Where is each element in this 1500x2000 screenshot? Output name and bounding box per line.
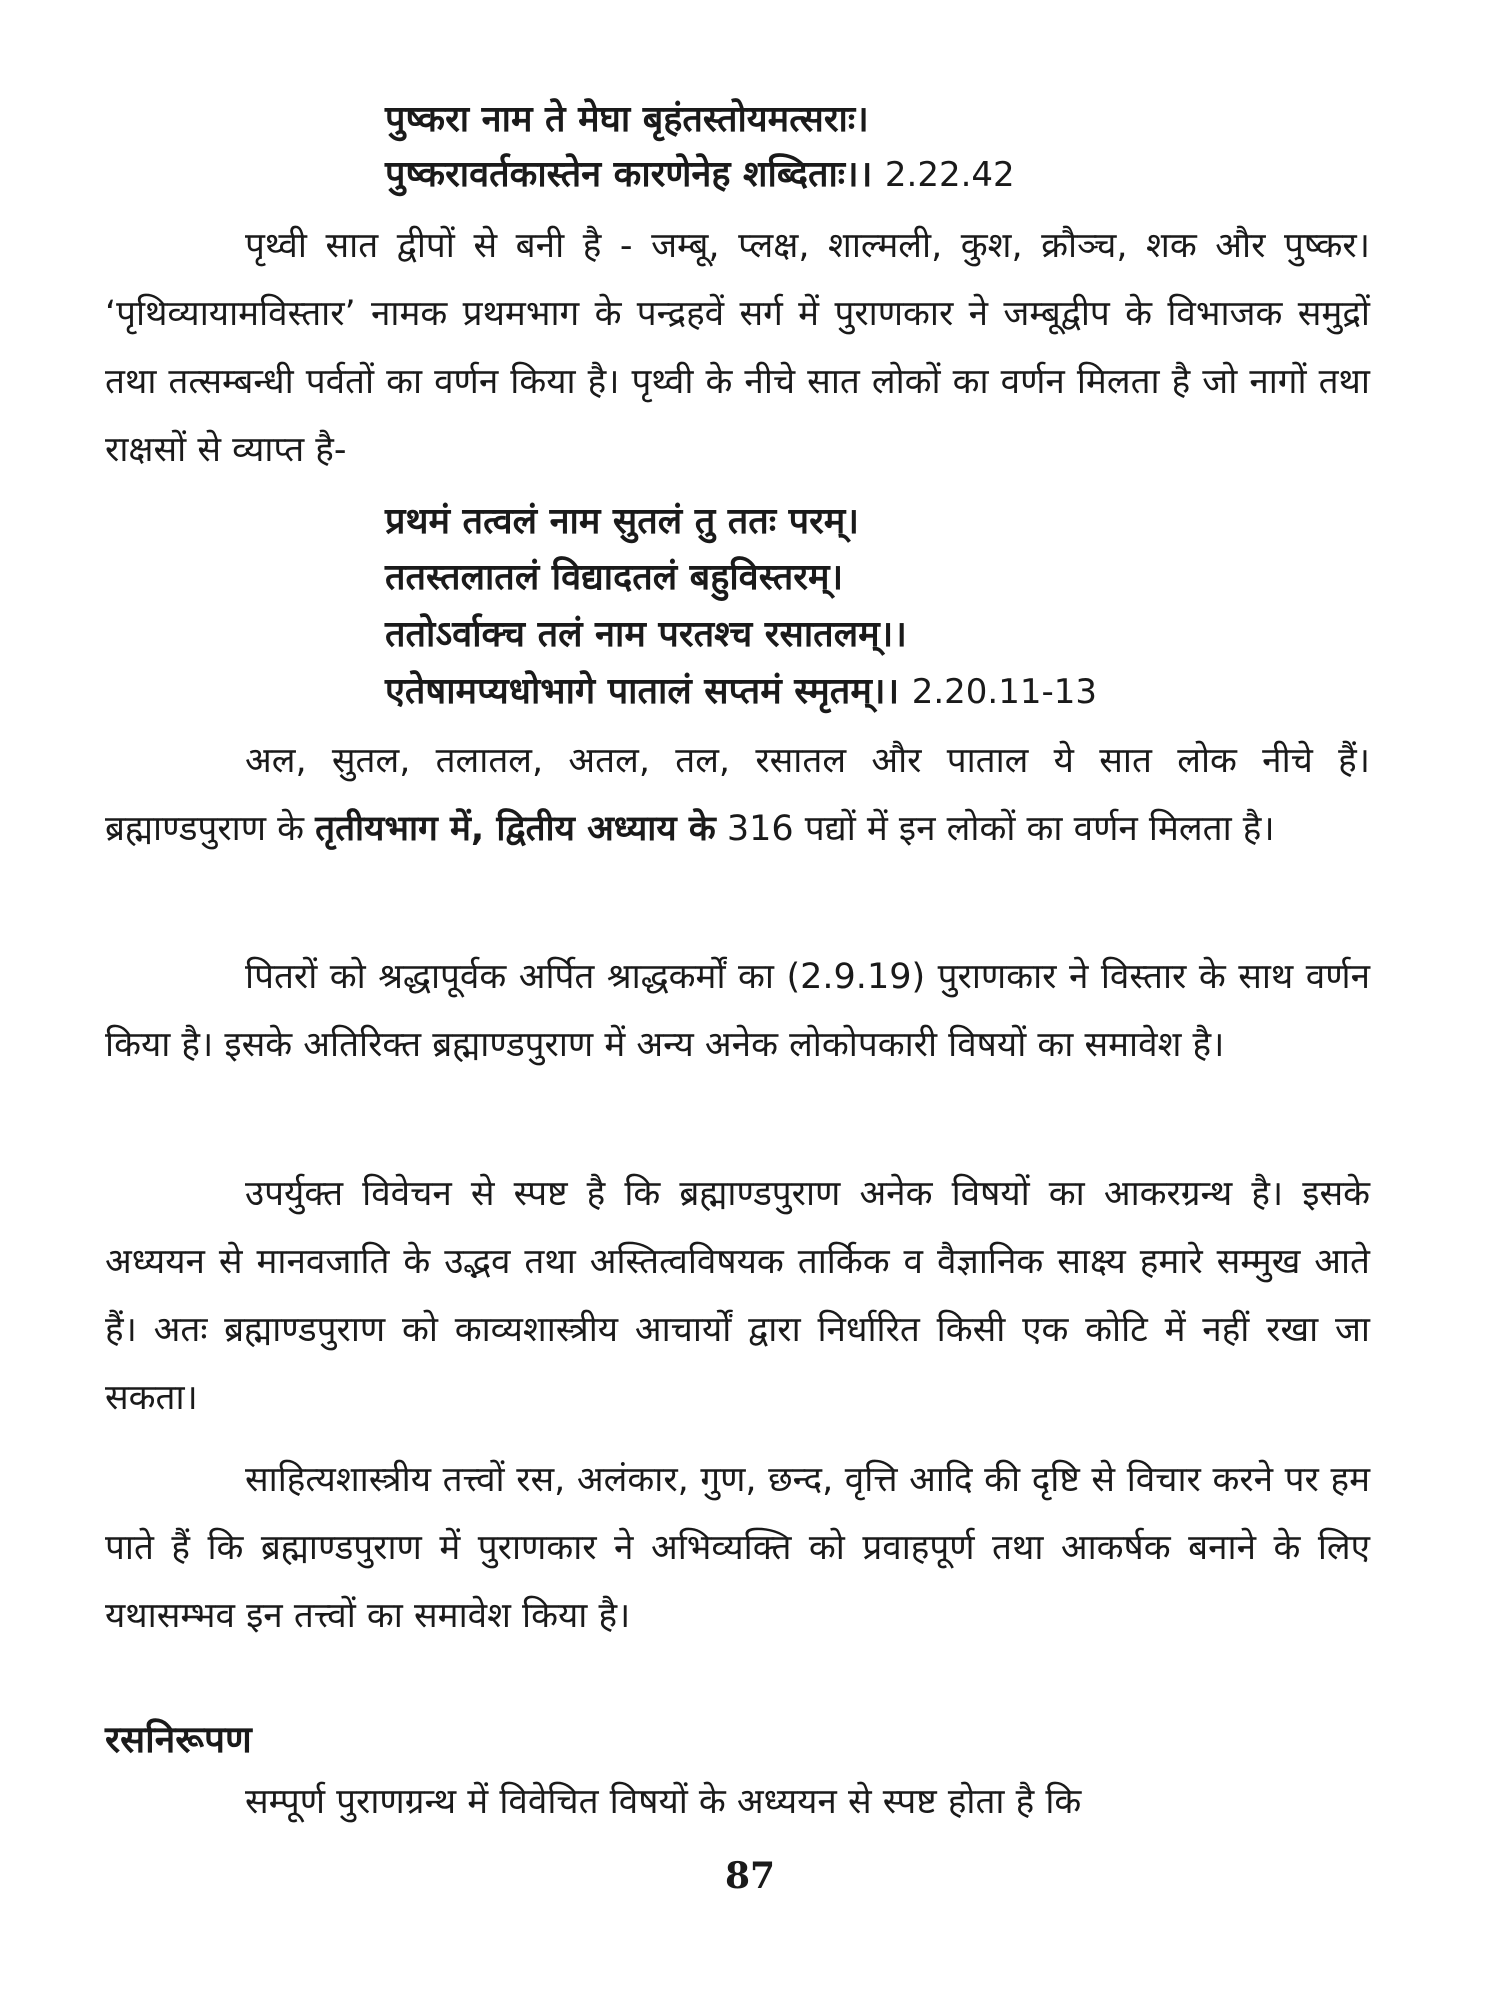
paragraph-2-bold: तृतीयभाग में, द्वितीय अध्याय के [315,809,716,849]
paragraph-5: साहित्यशास्त्रीय तत्त्वों रस, अलंकार, गुण, छन्द, वृत्ति आदि की दृष्टि से विचार करने पर हम पाते हैं कि ब्रह्माण्डपुराण में पुराणकार ने अभिव्यक्ति को प्रवाहपूर्ण तथा आकर्षक बनाने के लिए यथासम्भव इन तत्त्वों का समावेश किया है। [105,1460,1370,1636]
page-number: 87 [724,1855,776,1897]
verse-2-reference: 2.20.11-13 [911,672,1097,712]
paragraph-3: पितरों को श्रद्धापूर्वक अर्पित श्राद्धकर्मों का (2.9.19) पुराणकार ने विस्तार के साथ वर्णन किया है। इसके अतिरिक्त ब्रह्माण्डपुराण में अन्य अनेक लोकोपकारी विषयों का समावेश है। [105,957,1370,1065]
verse-2-line-4 [385,667,1097,717]
verse-2-line-2: ततस्तलातलं विद्यादतलं बहुविस्तरम्। [385,557,844,598]
verse-1-line-1: पुष्करा नाम ते मेघा बृहंतस्तोयमत्सराः। [385,99,869,140]
paragraph-2-part-2: 316 पद्यों में इन लोकों का वर्णन मिलता है। [715,809,1275,849]
verse-2-line-3: ततोऽर्वाक्च तलं नाम परतश्च रसातलम्।। [385,614,907,655]
paragraph-1: पृथ्वी सात द्वीपों से बनी है - जम्बू, प्लक्ष, शाल्मली, कुश, क्रौञ्च, शक और पुष्कर। ‘पृथिव्यायामविस्तार’ नामक प्रथमभाग के पन्द्रहवें सर्ग में पुराणकार ने जम्बूद्वीप के विभाजक समुद्रों तथा तत्सम्बन्धी पर्वतों का वर्णन किया है। पृथ्वी के नीचे सात लोकों का वर्णन मिलता है जो नागों तथा राक्षसों से व्याप्त है- [105,226,1370,470]
section-heading: रसनिरूपण [105,1718,252,1761]
paragraph-2-part-1: अल, सुतल, तलातल, अतल, तल, रसातल और पाताल ये सात लोक नीचे हैं। ब्रह्माण्डपुराण के [105,741,1370,849]
verse-1-line-2-text: पुष्करावर्तकास्तेन कारणेनेह शब्दिताः।। [385,154,873,195]
paragraph-4: उपर्युक्त विवेचन से स्पष्ट है कि ब्रह्माण्डपुराण अनेक विषयों का आकरग्रन्थ है। इसके अध्ययन से मानवजाति के उद्भव तथा अस्तित्वविषयक तार्किक व वैज्ञानिक साक्ष्य हमारे सम्मुख आते हैं। अतः ब्रह्माण्डपुराण को काव्यशास्त्रीय आचार्यों द्वारा निर्धारित किसी एक कोटि में नहीं रखा जा सकता। [105,1174,1370,1418]
paragraph-2 [105,727,1370,863]
verse-1-line-2 [385,150,1015,200]
paragraph-6: सम्पूर्ण पुराणग्रन्थ में विवेचित विषयों के अध्ययन से स्पष्ट होता है कि [245,1782,1082,1822]
verse-2-line-1: प्रथमं तत्वलं नाम सुतलं तु ततः परम्। [385,501,859,542]
verse-1-reference: 2.22.42 [884,155,1015,195]
verse-2-line-4-text: एतेषामप्यधोभागे पातालं सप्तमं स्मृतम्।। [385,671,900,712]
